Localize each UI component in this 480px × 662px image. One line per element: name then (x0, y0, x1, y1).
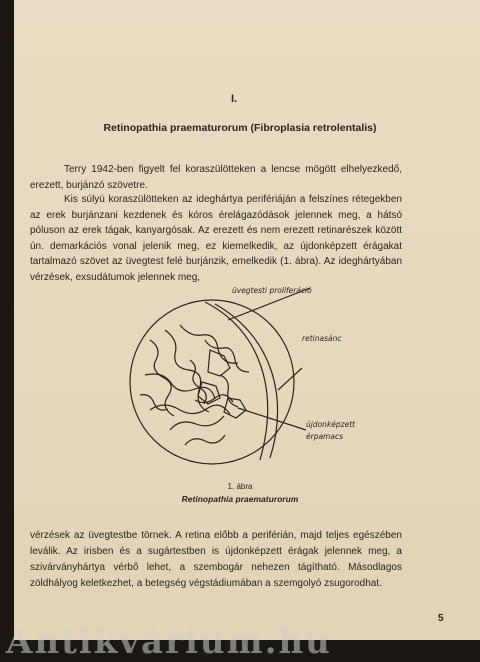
page-number: 5 (438, 613, 444, 624)
figure-illustration (110, 280, 380, 490)
eye-outline (130, 300, 294, 464)
chapter-title: Retinopathia praematurorum (Fibroplasia retrolentalis) (103, 122, 377, 134)
watermark: Antikvárium.hu (6, 622, 332, 662)
book-page (14, 0, 480, 640)
label-proliferation: üvegtesti proliferáció (232, 286, 312, 295)
label-new-vessels-1: újdonképzett (306, 420, 356, 429)
chapter-number: I. (230, 93, 238, 105)
paragraph-3: vérzések az üvegtestbe törnek. A retina előbb a periférián, majd teljes egészében leválik. Az irisben és a sugártestben is újdonképzett érágak jelennek meg, a szivárványhártya vérbő lehet, a szembogár nehezen tágítható. Másodlagos zöldhályog keletkezhet, a betegség végstádiumában a szemgolyó zsugorodhat. (30, 530, 402, 589)
paragraph-2: Kis súlyú koraszülötteken az ideghártya perifériáján a felszínes rétegekben az erek burjánzani kezdenek és kóros érelágazódások jelennek meg, a hátsó póluson az erek tágak, kanyargósak. Az erezett és nem erezett retinarészek között ún. demarkációs vonal jelenik meg, ez kiemelkedik, az újdonképzett érágakat tartalmazó szövet az üvegtest felé burjánzik, emelkedik (1. ábra). Az ideghártyában vérzések, exsudátumok jelennek meg, (30, 194, 402, 283)
label-new-vessels-2: érpamacs (306, 432, 343, 441)
figure-caption-number: 1. ábra (227, 482, 253, 491)
label-retinal-ridge: retinasánc (302, 334, 342, 343)
figure-caption-title: Retinopathia praematurorum (181, 494, 299, 504)
paragraph-1: Terry 1942-ben figyelt fel koraszülötteken a lencse mögött elhelyezkedő, erezett, burjánzó szövetre. (30, 164, 402, 191)
retina-drawing (110, 280, 380, 490)
ridge-line (205, 302, 268, 460)
